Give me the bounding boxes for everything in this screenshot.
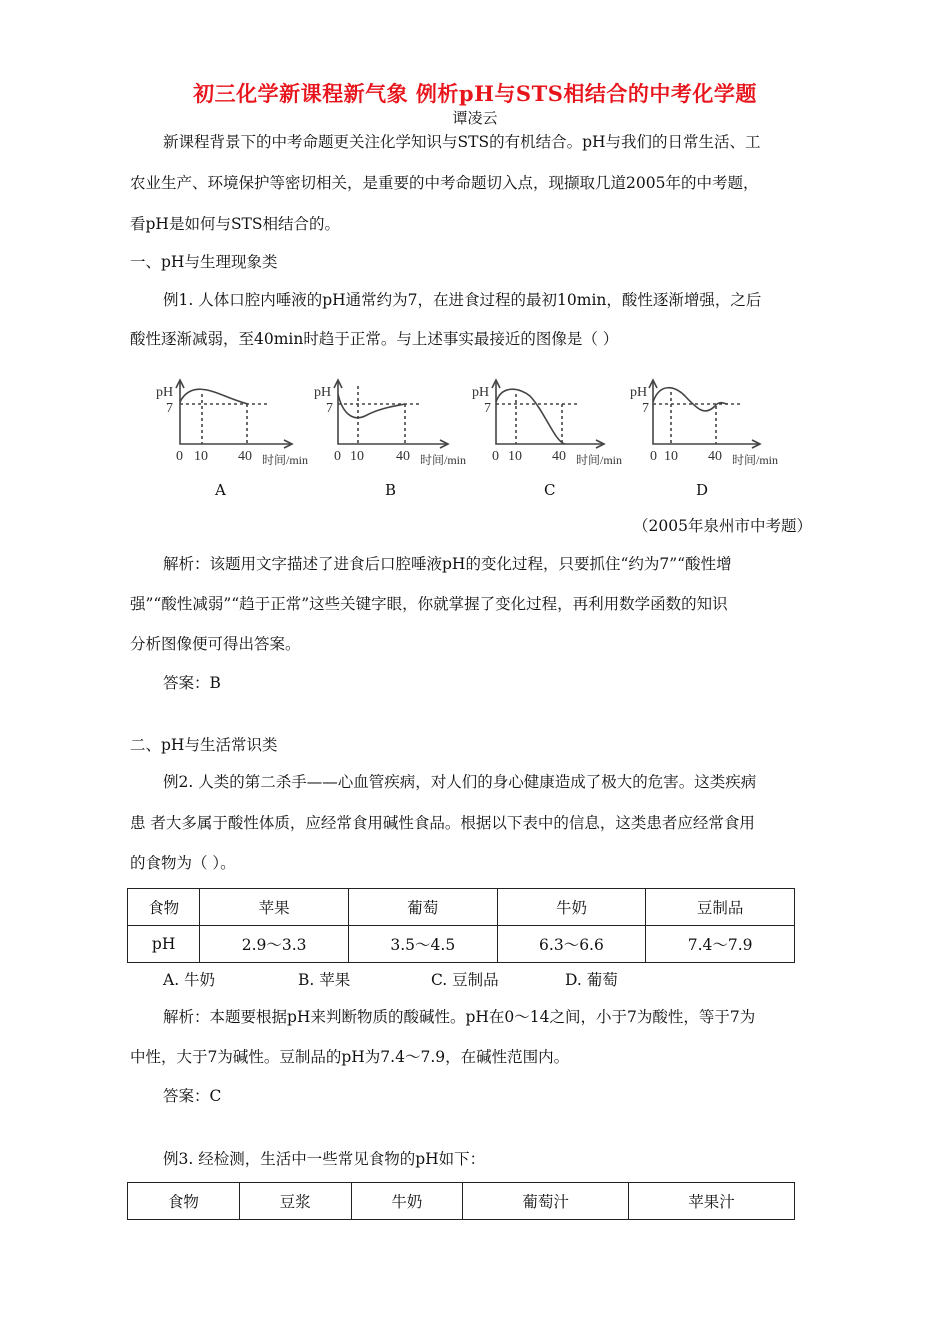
graph-a-ytick: 7 [166, 401, 173, 416]
table-cell: 6.3～6.6 [497, 926, 646, 963]
source-note-1: （2005年泉州市中考题） [633, 517, 812, 535]
analysis-1-line-1: 解析：该题用文字描述了进食后口腔唾液pH的变化过程，只要抓住“约为7”“酸性增 [163, 555, 732, 573]
table-header-row [128, 889, 795, 926]
svg-text:40: 40 [552, 449, 566, 464]
svg-text:时间/min: 时间/min [420, 453, 467, 467]
table-cell: 苹果汁 [629, 1183, 795, 1220]
graph-b [334, 380, 448, 448]
intro-line-1: 新课程背景下的中考命题更关注化学知识与STS的有机结合。pH与我们的日常生活、工 [163, 133, 761, 151]
graph-a [176, 380, 292, 448]
example-3-line-1: 例3. 经检测，生活中一些常见食物的pH如下： [163, 1150, 486, 1168]
svg-text:0: 0 [650, 449, 657, 464]
example-2-line-1: 例2. 人类的第二杀手——心血管疾病，对人们的身心健康造成了极大的危害。这类疾病 [163, 773, 757, 791]
table-cell: 牛奶 [351, 1183, 463, 1220]
svg-text:0: 0 [492, 449, 499, 464]
table-cell: 食物 [128, 889, 200, 926]
example-1-line-1: 例1. 人体口腔内唾液的pH通常约为7，在进食过程的最初10min，酸性逐渐增强，之后 [163, 291, 762, 309]
svg-text:40: 40 [396, 449, 410, 464]
svg-text:10: 10 [508, 449, 522, 464]
table-cell: 食物 [128, 1183, 240, 1220]
svg-text:40: 40 [708, 449, 722, 464]
option-b: B. 苹果 [298, 971, 351, 989]
table-cell: 豆浆 [239, 1183, 351, 1220]
analysis-2-line-2: 中性，大于7为碱性。豆制品的pH为7.4～7.9，在碱性范围内。 [130, 1048, 570, 1066]
svg-text:时间/min: 时间/min [732, 453, 779, 467]
svg-text:10: 10 [350, 449, 364, 464]
graph-label-d: D [696, 481, 709, 499]
intro-line-3: 看pH是如何与STS相结合的。 [130, 215, 341, 233]
food-ph-table [127, 888, 795, 963]
svg-text:10: 10 [194, 449, 208, 464]
svg-text:pH: pH [314, 385, 332, 400]
graph-d [649, 380, 760, 448]
svg-text:40: 40 [238, 449, 252, 464]
table-header-row [128, 1183, 795, 1220]
table-cell: pH [128, 926, 200, 963]
answer-2: 答案：C [163, 1087, 222, 1105]
table-row [128, 926, 795, 963]
analysis-1-line-2: 强”“酸性减弱”“趋于正常”这些关键字眼，你就掌握了变化过程，再利用数学函数的知识 [130, 595, 728, 613]
analysis-2-line-1: 解析：本题要根据pH来判断物质的酸碱性。pH在0～14之间，小于7为酸性，等于7为 [163, 1008, 756, 1026]
graph-label-b: B [385, 481, 397, 499]
svg-text:0: 0 [176, 449, 183, 464]
graph-a-ylabel: pH [156, 385, 174, 400]
author: 谭凌云 [452, 109, 498, 127]
example-2-line-2: 患 者大多属于酸性体质，应经常食用碱性食品。根据以下表中的信息，这类患者应经常食用 [130, 814, 755, 832]
svg-text:7: 7 [484, 401, 491, 416]
section-heading-1: 一、pH与生理现象类 [130, 253, 278, 271]
ph-graphs-figure [150, 372, 810, 502]
table-cell: 2.9～3.3 [200, 926, 349, 963]
answer-1: 答案：B [163, 674, 221, 692]
graph-c [492, 380, 604, 448]
table-cell: 豆制品 [646, 889, 795, 926]
graph-label-c: C [544, 481, 556, 499]
svg-text:0: 0 [334, 449, 341, 464]
svg-text:pH: pH [630, 385, 648, 400]
example-2-line-3: 的食物为（ ）。 [130, 854, 236, 872]
svg-text:10: 10 [664, 449, 678, 464]
food-ph-table-2 [127, 1182, 795, 1220]
section-heading-2: 二、pH与生活常识类 [130, 736, 278, 754]
option-d: D. 葡萄 [565, 971, 618, 989]
svg-text:7: 7 [642, 401, 649, 416]
table-cell: 葡萄 [348, 889, 497, 926]
svg-text:pH: pH [472, 385, 490, 400]
option-a: A. 牛奶 [163, 971, 216, 989]
table-cell: 7.4～7.9 [646, 926, 795, 963]
table-cell: 3.5～4.5 [348, 926, 497, 963]
svg-text:时间/min: 时间/min [262, 453, 309, 467]
svg-text:时间/min: 时间/min [576, 453, 623, 467]
graph-label-a: A [215, 481, 226, 499]
option-c: C. 豆制品 [431, 971, 499, 989]
document-title: 初三化学新课程新气象 例析pH与STS相结合的中考化学题 [193, 81, 757, 106]
svg-text:7: 7 [326, 401, 333, 416]
analysis-1-line-3: 分析图像便可得出答案。 [130, 635, 301, 653]
table-cell: 苹果 [200, 889, 349, 926]
table-cell: 牛奶 [497, 889, 646, 926]
intro-line-2: 农业生产、环境保护等密切相关，是重要的中考命题切入点，现撷取几道2005年的中考题， [130, 174, 759, 192]
example-1-line-2: 酸性逐渐减弱，至40min时趋于正常。与上述事实最接近的图像是（ ） [130, 330, 619, 348]
table-cell: 葡萄汁 [463, 1183, 629, 1220]
